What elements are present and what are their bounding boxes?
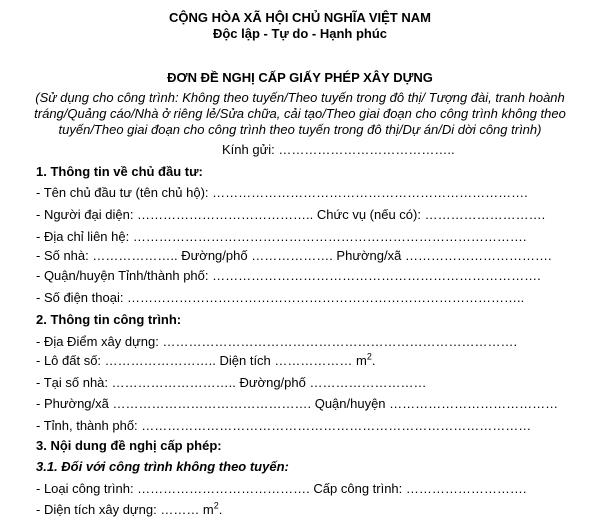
usage-line-3: tuyến/Theo giai đoạn cho công trình theo tuyến trong đô thị/Dự án/Di dời công trình) bbox=[58, 122, 542, 137]
section1-heading: 1. Thông tin về chủ đầu tư: bbox=[36, 164, 203, 179]
lot-field bbox=[36, 353, 375, 369]
owner-name-field: - Tên chủ đầu tư (tên chủ hộ): ………………………………………………………………. bbox=[36, 185, 528, 200]
area-text: - Diện tích xây dựng: ……… m bbox=[36, 502, 214, 517]
phone-field: - Số điện thoại: ……………………………………………………………………………….. bbox=[36, 290, 525, 305]
greeting: Kính gửi: ………………………………….. bbox=[222, 142, 455, 157]
lot-sup: 2 bbox=[366, 351, 372, 362]
section3-heading: 3. Nội dung đề nghị cấp phép: bbox=[36, 438, 222, 453]
usage-line-1: (Sử dụng cho công trình: Không theo tuyến/Theo tuyến trong đô thị/ Tượng đài, tranh hoành bbox=[35, 90, 565, 105]
usage-line-2: tráng/Quảng cáo/Nhà ở riêng lẻ/Sửa chữa, cải tạo/Theo giai đoạn cho công trình không theo bbox=[34, 106, 566, 121]
house-number-field: - Số nhà: ……………….. Đường/phố ………………. Phường/xã ……………………………. bbox=[36, 248, 552, 263]
type-grade-field: - Loại công trình: …………………………………. Cấp công trình: ………………………. bbox=[36, 481, 527, 496]
section2-heading: 2. Thông tin công trình: bbox=[36, 312, 182, 327]
area-field bbox=[36, 502, 222, 518]
ward-field: - Phường/xã ………………………………………. Quận/huyện ………………………………… bbox=[36, 396, 559, 411]
address-field: - Tại số nhà: ……………………….. Đường/phố ……………………… bbox=[36, 375, 427, 390]
location-field: - Địa Điểm xây dựng: ………………………………………………………………………. bbox=[36, 334, 518, 349]
motto: Độc lập - Tự do - Hạnh phúc bbox=[212, 26, 388, 41]
representative-field: - Người đại diện: ………………………………….. Chức vụ (nếu có): ………………………. bbox=[36, 207, 546, 222]
area-sup: 2 bbox=[213, 500, 219, 511]
form-title: ĐƠN ĐỀ NGHỊ CẤP GIẤY PHÉP XÂY DỰNG bbox=[167, 70, 433, 85]
section3-subheading: 3.1. Đối với công trình không theo tuyến: bbox=[36, 459, 289, 474]
district-province-field: - Quận/huyện Tỉnh/thành phố: …………………………………………………………………. bbox=[36, 268, 541, 283]
nation-heading: CỘNG HÒA XÃ HỘI CHỦ NGHĨA VIỆT NAM bbox=[169, 10, 431, 25]
lot-suffix: . bbox=[371, 353, 376, 368]
lot-text: - Lô đất số: …………………….. Diện tích ……………… m bbox=[36, 353, 367, 368]
province-field: - Tỉnh, thành phố: ……………………………………………………………………………… bbox=[36, 418, 532, 433]
contact-address-field: - Địa chỉ liên hệ: ………………………………………………………………………………. bbox=[36, 229, 527, 244]
area-suffix: . bbox=[218, 502, 223, 517]
